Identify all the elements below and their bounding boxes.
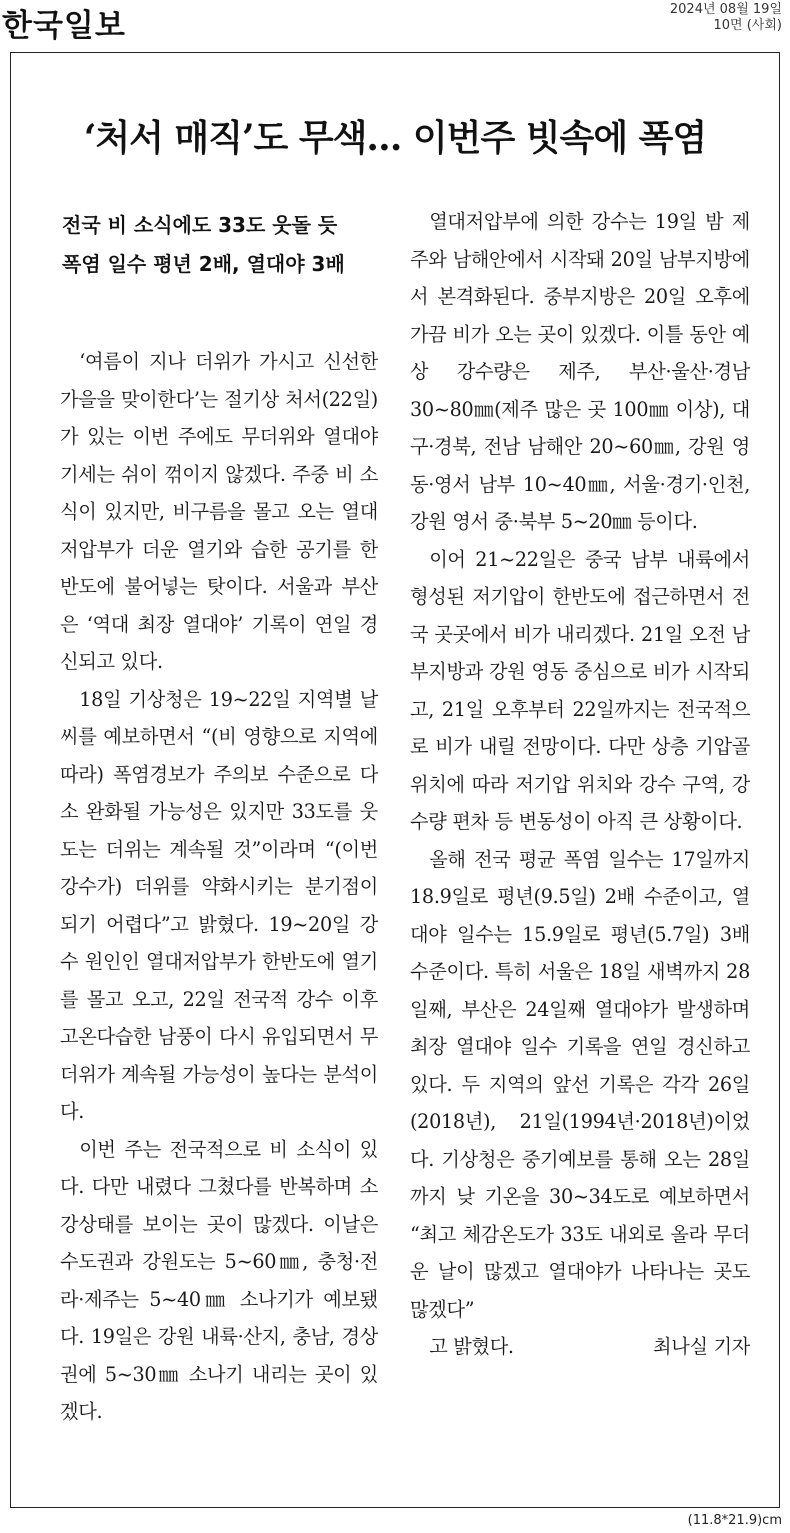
subhead-line: 전국 비 소식에도 33도 웃돌 듯	[62, 213, 338, 237]
article-column-right	[410, 203, 750, 1366]
byline: 최나실 기자	[653, 1335, 750, 1358]
body-paragraph: 이번 주는 전국적으로 비 소식이 있다. 다만 내렸다 그쳤다를 반복하며 소강상태를 보이는 곳이 많겠다. 이날은 수도권과 강원도는 5~60㎜, 충청·전라·제주는 5~40㎜ 소나기가 예보됐다. 19일은 강원 내륙·산지, 충남, 경상권에 5~30㎜ 소나기 내리는 곳이 있겠다.	[60, 1137, 378, 1423]
body-paragraph: 18일 기상청은 19~22일 지역별 날씨를 예보하면서 “(비 영향으로 지역에 따라) 폭염경보가 주의보 수준으로 다소 완화될 가능성은 있지만 33도를 웃도는 더위는 계속될 것”이라며 “(이번 강수가) 더위를 약화시키는 분기점이 되기 어렵다”고 밝혔다. 19~20일 강수 원인인 열대저압부가 한반도에 열기를 몰고 오고, 22일 전국적 강수 이후 고온다습한 남풍이 다시 유입되면서 무더위가 계속될 가능성이 높다는 분석이다.	[60, 687, 378, 1123]
body-paragraph: ‘여름이 지나 더위가 가시고 신선한 가을을 맞이한다’는 절기상 처서(22일)가 있는 이번 주에도 무더위와 열대야 기세는 쉬이 꺾이지 않겠다. 주중 비 소식이 있지만, 비구름을 몰고 오는 열대저압부가 더운 열기와 습한 공기를 한반도에 불어넣는 탓이다. 서울과 부산은 ‘역대 최장 열대야’ 기록이 연일 경신되고 있다.	[60, 350, 378, 673]
masthead	[0, 0, 790, 44]
closing-text: 고 밝혔다.	[429, 1335, 514, 1358]
subhead-line: 폭염 일수 평년 2배, 열대야 3배	[62, 252, 345, 276]
body-paragraph: 열대저압부에 의한 강수는 19일 밤 제주와 남해안에서 시작돼 20일 남부지방에서 본격화된다. 중부지방은 20일 오후에 가끔 비가 오는 곳이 있겠다. 이틀 동안 예상 강수량은 제주, 부산·울산·경남 30~80㎜(제주 많은 곳 100㎜ 이상), 대구·경북, 전남 남해안 20~60㎜, 강원 영동·영서 남부 10~40㎜, 서울·경기·인천, 강원 영서 중·북부 5~20㎜ 등이다.	[410, 210, 750, 533]
article-subheads	[62, 206, 392, 284]
closing-line	[410, 1328, 750, 1366]
article-headline: ‘처서 매직’도 무색… 이번주 빗속에 폭염	[83, 117, 707, 159]
body-paragraph: 이어 21~22일은 중국 남부 내륙에서 형성된 저기압이 한반도에 접근하면서 전국 곳곳에서 비가 내리겠다. 21일 오전 남부지방과 강원 영동 중심으로 비가 시작되고, 21일 오후부터 22일까지는 전국적으로 비가 내릴 전망이다. 다만 상층 기압골 위치에 따라 저기압 위치와 강수 구역, 강수량 편차 등 변동성이 아직 큰 상황이다.	[410, 547, 750, 833]
body-paragraph: 올해 전국 평균 폭염 일수는 17일까지 18.9일로 평년(9.5일) 2배 수준이고, 열대야 일수는 15.9일로 평년(5.7일) 3배 수준이다. 특히 서울은 18일 새벽까지 28일째, 부산은 24일째 열대야가 발생하며 최장 열대야 일수 기록을 연일 경신하고 있다. 두 지역의 앞선 기록은 각각 26일(2018년), 21일(1994년·2018년)이었다. 기상청은 중기예보를 통해 오는 28일까지 낮 기온을 30~34도로 예보하면서 “최고 체감온도가 33도 내외로 올라 무더운 날이 많겠고 열대야가 나타나는 곳도 많겠다”	[410, 847, 750, 1321]
newspaper-logo: 한국일보	[2, 8, 126, 44]
issue-date: 2024년 08월 19일	[669, 2, 782, 17]
clipping-size: (11.8*21.9)cm	[687, 1513, 782, 1528]
issue-page: 10면 (사회)	[713, 18, 782, 33]
issue-meta	[670, 2, 782, 34]
article-column-left	[60, 343, 378, 1431]
